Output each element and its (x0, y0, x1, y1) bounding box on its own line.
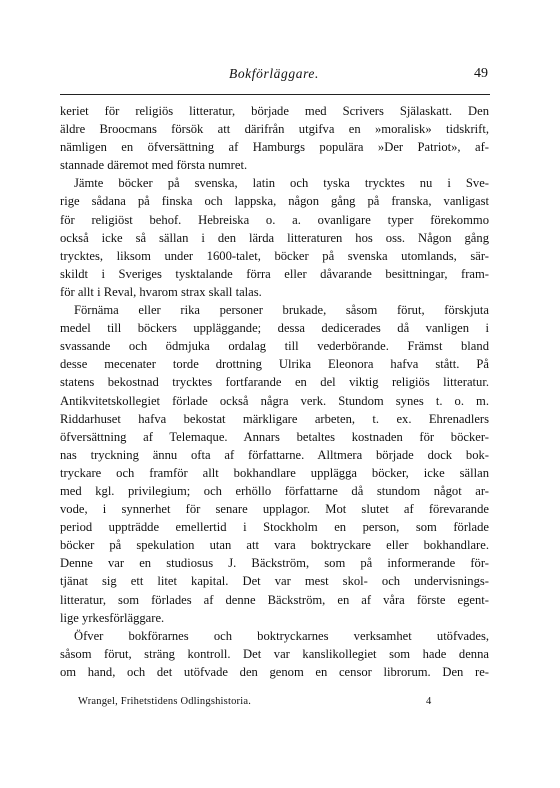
text-line: Förnäma eller rika personer brukade, såsom förut, förskjuta (74, 303, 489, 318)
text-line: lige yrkesförläggare. (60, 610, 165, 625)
text-line: tryckare och framför allt bokhandlare uppläggа böcker, icke sällan (60, 465, 489, 480)
text-line: tjänat sig ett litet kapital. Det var mest skol- och undervisnings- (60, 574, 489, 589)
text-line: nämligen en öfversättning af Hamburgs populära »Der Patriot», af- (60, 140, 489, 155)
text-line: om hand, och det utöfvade den genom en censor librorum. Den re- (60, 664, 489, 679)
running-header (60, 66, 488, 88)
text-line: Jämte böcker på svenska, latin och tyska trycktes nu i Sve- (74, 176, 489, 191)
text-line: trycktes, liksom under 1600-talet, böcker på svenska utomlands, sär- (60, 248, 489, 263)
text-line: statens bekostnad trycktes fortfarande en del viktig religiös litteratur. (60, 375, 489, 390)
text-line: äldre Broocmans försök att därifrån utgifva en »moralisk» tidskrift, (60, 122, 489, 137)
text-line: med kgl. privilegium; och erhöllo författarne då stundom något ar- (60, 483, 489, 498)
text-line: desse mecenater torde drottning Ulrika Eleonora hafva stått. På (60, 357, 489, 372)
source-note: Wrangel, Frihetstidens Odlingshistoria. (78, 696, 252, 707)
text-line: för religiöst behof. Hebreiska o. a. ovanligare typer förekommo (60, 212, 489, 227)
body-text (60, 102, 489, 681)
text-line: Denne var en studiosus J. Bäckström, som på informerande för- (60, 556, 489, 571)
text-line: medel till böckers uppläggande; dessa dedicerades då vanligen i (60, 321, 489, 336)
page-footer (60, 696, 489, 712)
text-line: vode, i synnerhet för senare upplagor. Mot slutet af förevarande (60, 502, 489, 517)
text-line: keriet för religiös litteratur, började med Scrivers Själaskatt. Den (60, 104, 489, 118)
text-line: nas tryckning ännu ofta af författarne. Alltmera började dock bok- (60, 447, 489, 462)
signature-mark: 4 (426, 696, 432, 707)
text-line: för allt i Reval, hvarom strax skall talas. (60, 284, 262, 299)
text-line: också icke så sällan i den lärda litteraturen hos oss. Någon gång (60, 230, 489, 245)
header-rule (60, 94, 490, 95)
running-title: Bokförläggare. (228, 66, 319, 81)
text-line: stannade däremot med första numret. (60, 158, 248, 173)
text-line: böcker på spekulation utan att vara boktryckare eller bokhandlare. (60, 538, 489, 553)
text-line: litteratur, som förlades af denne Bäckström, en af våra förste egent- (60, 592, 489, 607)
text-line: skildt i Sveriges tysktalande förra eller dåvarande besittningar, fram- (60, 266, 489, 281)
text-line: Riddarhuset hafva bekostat märkligare arbeten, t. ex. Ehrenadlers (60, 411, 489, 426)
page-number: 49 (474, 66, 488, 81)
text-line: öfversättning af Telemaque. Annars betaltes kostnaden för böcker- (60, 429, 489, 444)
text-line: Öfver bokförarnes och boktryckarnes verksamhet utöfvades, (74, 628, 489, 643)
text-line: såsom förut, sträng kontroll. Det var kanslikollegiet som hade denna (60, 646, 489, 661)
text-line: period uppträdde emellertid i Stockholm en person, som förlade (60, 520, 489, 535)
text-line: Antikvitetskollegiet förlade också några verk. Stundom synes t. o. m. (60, 393, 489, 408)
text-line: svassande och ödmjuka ordalag till vederbörande. Främst bland (60, 339, 489, 354)
text-line: rige sådana på finska och lappska, någon gång på franska, vanligast (60, 194, 489, 209)
